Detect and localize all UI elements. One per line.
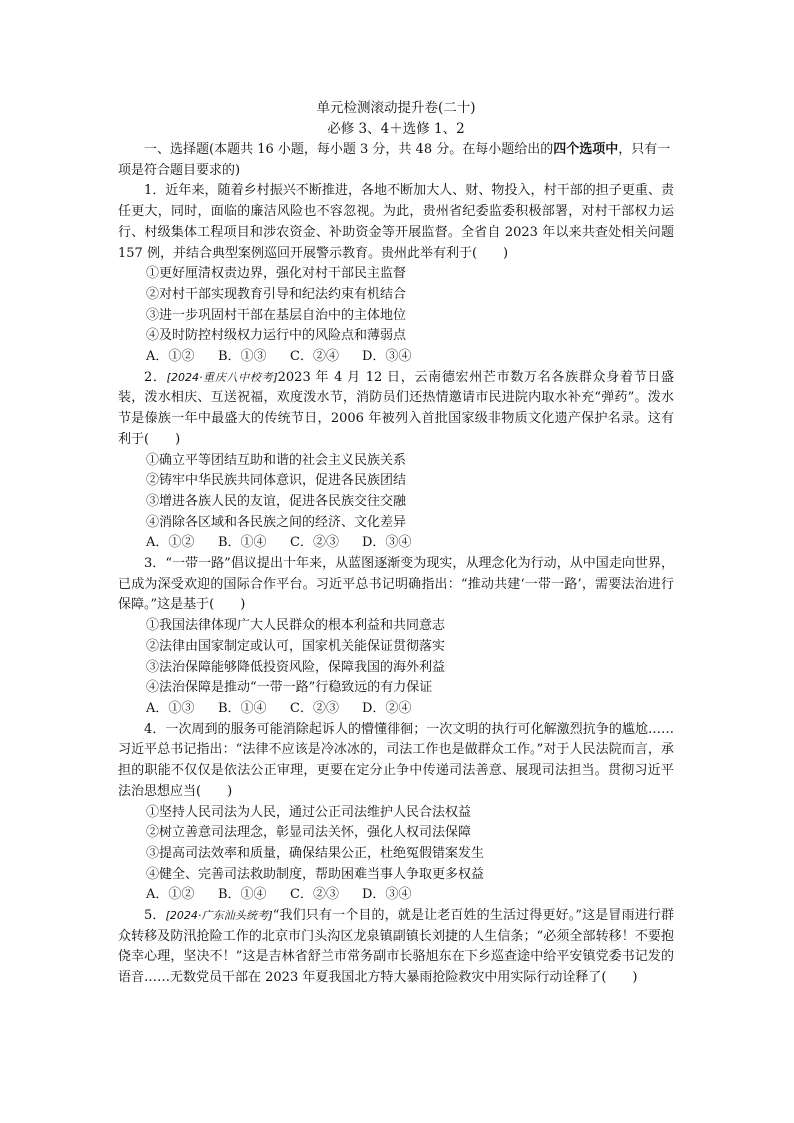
question-option: ①更好厘清权责边界，强化对村干部民主监督 [146,266,407,282]
section-heading-prefix: 一、选择题(本题共 16 小题，每小题 3 分，共 48 分。在每小题给出的 [144,142,554,157]
answer-choices [118,347,674,368]
question-stem: 1．近年来，随着乡村振兴不断推进，各地不断加大人、财、物投入，村干部的担子更重、责任更大，同时，面临的廉洁风险也不容忽视。为此，贵州省纪委监委积极部署，对村干部权力运行、村级集体工程项目和涉农资金、补助资金等开展监督。全省自 2023 年以来共查处相关问题 157 例，并结合典型案例巡回开展警示教育。贵州此举有利于( ) [118,183,674,261]
answer-choice-a: A．①③ [146,700,195,716]
answer-choice-d: D．③④ [362,535,412,551]
answer-choice-c: C．②③ [290,700,339,716]
answer-choice-c: C．②③ [290,535,339,551]
answer-choices [118,699,674,720]
question-option: ③进一步巩固村干部在基层自治中的主体地位 [146,307,407,323]
question-option: ①坚持人民司法为人民，通过公正司法维护人民合法权益 [146,804,472,820]
answer-choice-b: B．①③ [218,349,267,365]
question-source: [2024·广东汕头统考] [165,909,273,923]
question-option: ④健全、完善司法救助制度，帮助困难当事人争取更多权益 [146,866,485,882]
question-3 [118,554,674,720]
question-option: ②树立善意司法理念，彰显司法关怀，强化人权司法保障 [146,825,472,841]
question-stem [118,906,674,989]
question-option: ②对村干部实现教育引导和纪法约束有机结合 [146,286,407,302]
question-stem [118,368,674,451]
question-stem-text: “我们只有一个目的，就是让老百姓的生活过得更好。”这是冒雨进行群众转移及防汛抢险工作的北京市门头沟区龙泉镇副镇长刘捷的人生信条；“必须全部转移！不要抱侥幸心理，坚决不！”这是吉林省舒兰市常务副市长骆旭东在下乡巡查途中给平安镇党委书记发的语音……无数党员干部在 2023 年夏我国北方特大暴雨抢险救灾中用实际行动诠释了( ) [118,908,675,986]
answer-choice-c: C．②④ [290,349,339,365]
page-subtitle: 必修 3、4＋选修 1、2 [327,121,465,137]
question-option: ②法律由国家制定或认可，国家机关能保证贯彻落实 [146,638,446,654]
section-heading-emphasis: 四个选项中 [553,142,619,157]
question-option: ①确立平等团结互助和谐的社会主义民族关系 [146,452,407,468]
answer-choice-c: C．②③ [290,887,339,903]
question-stem: 3．“一带一路”倡议提出十年来，从蓝图逐渐变为现实，从理念化为行动，从中国走向世界，已成为深受欢迎的国际合作平台。习近平总书记明确指出：“推动共建‘一带一路’，需要法治进行保障。”这是基于( ) [118,556,674,613]
question-4 [118,720,674,906]
answer-choice-a: A．①② [146,349,195,365]
question-option: ④法治保障是推动“一带一路”行稳致远的有力保证 [146,680,433,696]
answer-choice-a: A．①② [146,887,195,903]
question-2 [118,368,674,554]
answer-choice-d: D．③④ [362,349,412,365]
question-number: 2． [144,369,167,385]
answer-choice-b: B．①④ [218,535,267,551]
question-option: ②铸牢中华民族共同体意识，促进各民族团结 [146,473,407,489]
question-5 [118,906,674,989]
question-option: ③增进各族人民的友谊，促进各民族交往交融 [146,493,407,509]
answer-choice-d: D．③④ [362,887,412,903]
question-1 [118,181,674,367]
page-content [118,98,674,989]
question-option: ①我国法律体现广大人民群众的根本利益和共同意志 [146,618,446,634]
answer-choice-a: A．①② [146,535,195,551]
question-option: ④及时防控村级权力运行中的风险点和薄弱点 [146,328,407,344]
question-option: ③法治保障能够降低投资风险，保障我国的海外利益 [146,659,446,675]
question-source: [2024·重庆八中校考] [166,370,278,384]
question-option: ③提高司法效率和质量，确保结果公正，杜绝冤假错案发生 [146,845,485,861]
answer-choice-d: D．②④ [362,700,412,716]
page-title: 单元检测滚动提升卷(二十) [316,100,476,116]
section-heading [118,140,674,181]
answer-choice-b: B．①④ [218,700,267,716]
question-stem: 4．一次周到的服务可能消除起诉人的懵懂徘徊；一次文明的执行可化解激烈抗争的尴尬……习近平总书记指出：“法律不应该是冷冰冰的，司法工作也是做群众工作。”对于人民法院而言，承担的职能不仅仅是依法公正审理，更要在定分止争中传递司法善意、展现司法担当。贯彻习近平法治思想应当( ) [118,721,674,799]
section-heading-suffix: ，只有一项是符合题目要求的) [118,142,671,178]
question-option: ④消除各区域和各民族之间的经济、文化差异 [146,514,407,530]
question-stem-text: 2023 年 4 月 12 日，云南德宏州芒市数万名各族群众身着节日盛装，泼水相庆、互送祝福，欢度泼水节，消防员们还热情邀请市民进院内取水补充“弹药”。泼水节是傣族一年中最盛大的传统节日，2006 年被列入首批国家级非物质文化遗产保护名录。这有利于( ) [118,369,674,447]
answer-choices [118,533,674,554]
question-number: 5． [144,908,166,924]
answer-choice-b: B．①④ [218,887,267,903]
answer-choices [118,885,674,906]
